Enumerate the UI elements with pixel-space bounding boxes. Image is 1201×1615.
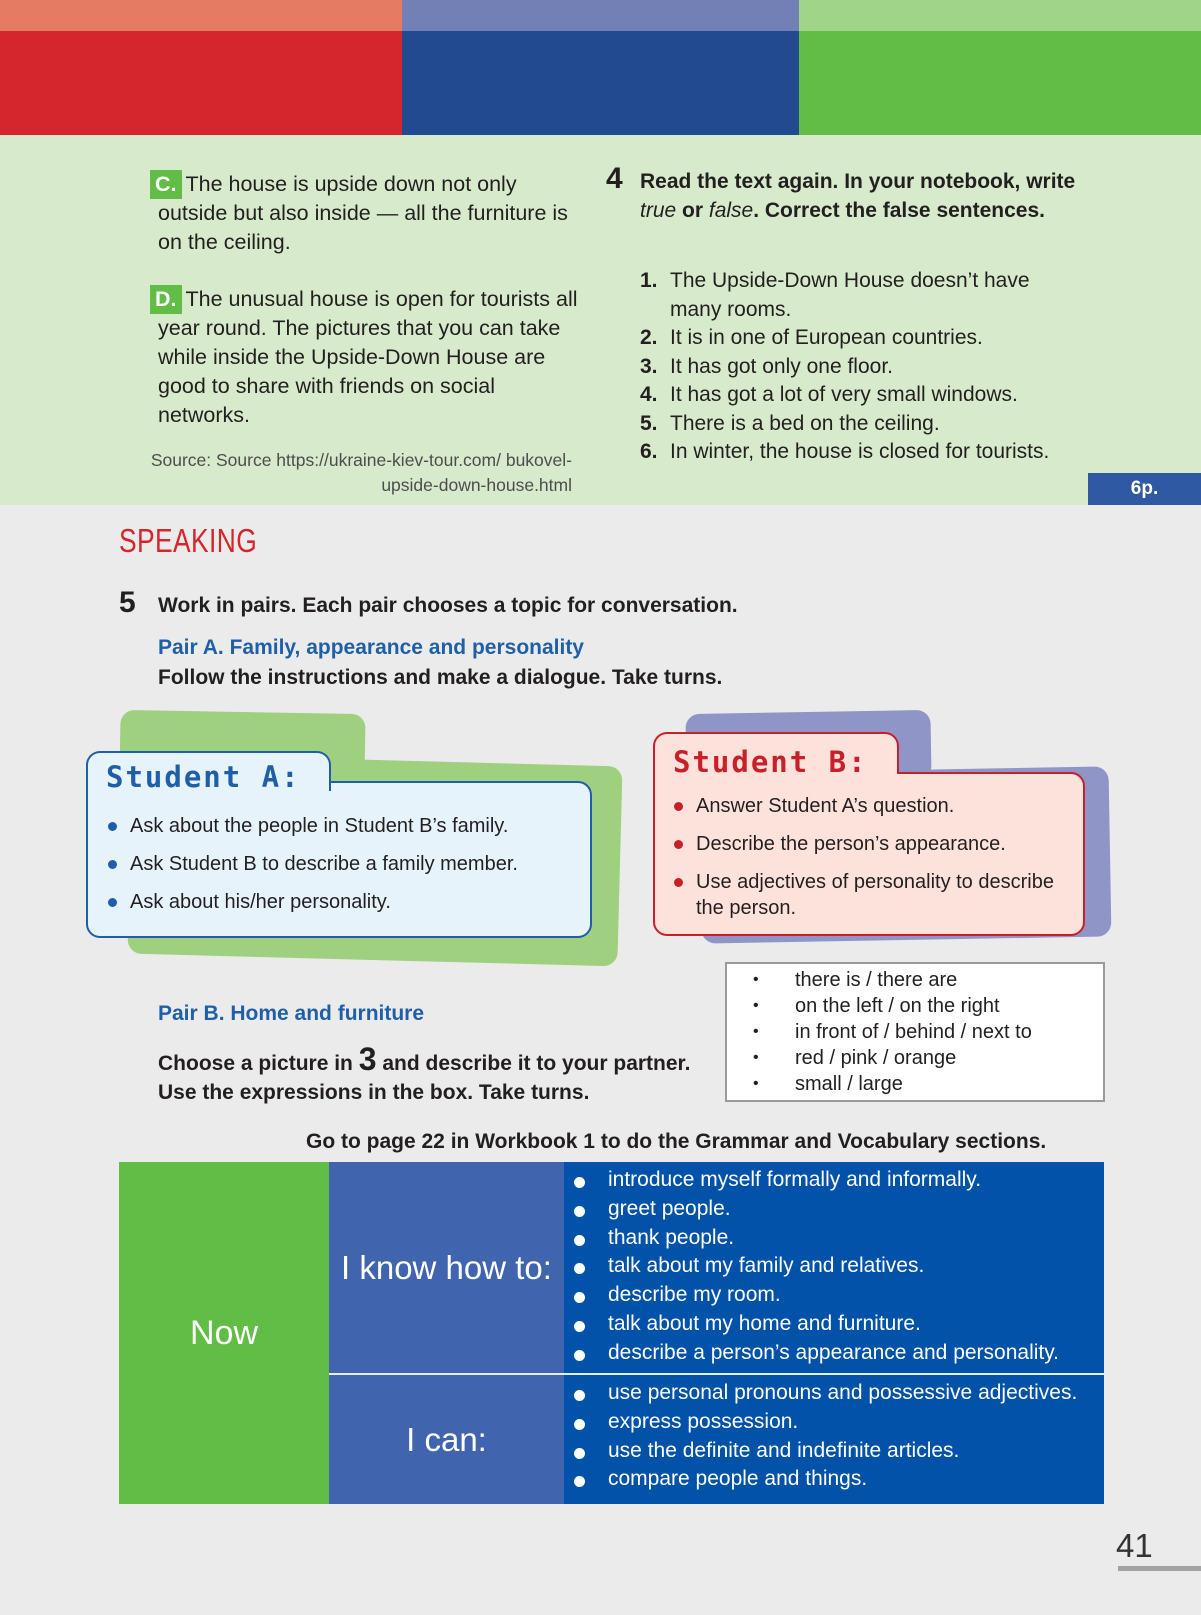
list-item: compare people and things. [564,1465,1104,1494]
summary-know-list [564,1162,1104,1373]
list-item: 5. There is a bed on the ceiling. [640,411,940,435]
page-rule [1118,1566,1201,1571]
exercise-5-instruction: Work in pairs. Each pair chooses a topic for conversation. [158,594,738,617]
list-item: Answer Student A’s question. [672,787,1082,825]
workbook-instruction: Go to page 22 in Workbook 1 to do the Grammar and Vocabulary sections. [306,1130,1047,1153]
band-green [799,0,1201,135]
list-item: thank people. [564,1224,1104,1253]
list-item: Ask about the people in Student B’s family. [106,807,518,845]
list-item: • red / pink / orange [753,1045,1032,1071]
list-item: 2. It is in one of European countries. [640,326,983,349]
list-item: Ask Student B to describe a family member. [106,845,518,883]
reading-area [0,135,1201,505]
summary-divider [329,1373,1104,1375]
list-item: • on the left / on the right [753,993,1032,1019]
band-blue [402,0,799,135]
list-item: Ask about his/her personality. [106,883,518,921]
student-a-title: Student A: [106,760,301,794]
list-item: introduce myself formally and informally. [564,1166,1104,1195]
summary-can-list [564,1375,1104,1504]
summary-now-cell: Now [119,1162,329,1504]
paragraph-c [155,170,588,257]
summary-can-label: I can: [329,1375,564,1504]
student-b-title: Student B: [673,745,868,779]
exercise-4-instruction: Read the text again. In your notebook, write true or false. Correct the false sentences. [640,170,1076,222]
list-item: • in front of / behind / next to [753,1019,1032,1045]
points-badge: 6p. [1088,473,1201,505]
student-a-list [106,807,518,921]
list-item: • there is / there are [753,967,1032,993]
page-number: 41 [1116,1527,1153,1564]
list-item: use personal pronouns and possessive adjectives. [564,1379,1104,1408]
exercise-4-number: 4 [606,162,623,195]
list-item: Use adjectives of personality to describe the person. [672,863,1082,921]
summary-know-label: I know how to: [329,1162,564,1373]
list-item: 3. It has got only one floor. [640,354,893,378]
list-item: describe a person’s appearance and personality. [564,1339,1104,1368]
paragraph-c-text: The house is upside down not only outside but also inside — all the furniture is on the ceiling. [158,172,568,254]
list-item: Describe the person’s appearance. [672,825,1082,863]
student-b-list [672,787,1082,921]
band-red [0,0,402,135]
pair-a-title: Pair A. Family, appearance and personality [158,636,584,659]
paragraph-d-text: The unusual house is open for tourists all year round. The pictures that you can take while inside the Upside-Down House are good to share with friends on social networks. [158,287,578,427]
paragraph-letter-c: C. [150,170,182,199]
expressions-list [753,967,1032,1097]
list-item: 6. In winter, the house is closed for tourists. [640,440,1050,463]
exercise-5-number: 5 [119,586,136,619]
list-item: greet people. [564,1195,1104,1224]
expressions-box [725,962,1105,1102]
list-item: • small / large [753,1071,1032,1097]
paragraph-d [155,285,588,430]
list-item: express possession. [564,1408,1104,1437]
pair-a-instruction: Follow the instructions and make a dialogue. Take turns. [158,666,723,689]
list-item: describe my room. [564,1281,1104,1310]
list-item: talk about my family and relatives. [564,1252,1104,1281]
list-item: talk about my home and furniture. [564,1310,1104,1339]
source-citation: Source: Source https://ukraine-kiev-tour.com/ bukovel-upside-down-house.html [150,450,572,495]
pair-b-title: Pair B. Home and furniture [158,1002,425,1025]
exercise-4-list [640,267,1080,467]
list-item: 1. The Upside-Down House doesn’t have many rooms. [640,269,1030,321]
section-title: SPEAKING [119,522,258,559]
list-item: 4. It has got a lot of very small windows. [640,383,1018,406]
pair-b-instruction: Choose a picture in 3 and describe it to your partner. Use the expressions in the box. Take turns. [158,1041,691,1104]
paragraph-letter-d: D. [150,285,182,314]
list-item: use the definite and indefinite articles. [564,1437,1104,1466]
